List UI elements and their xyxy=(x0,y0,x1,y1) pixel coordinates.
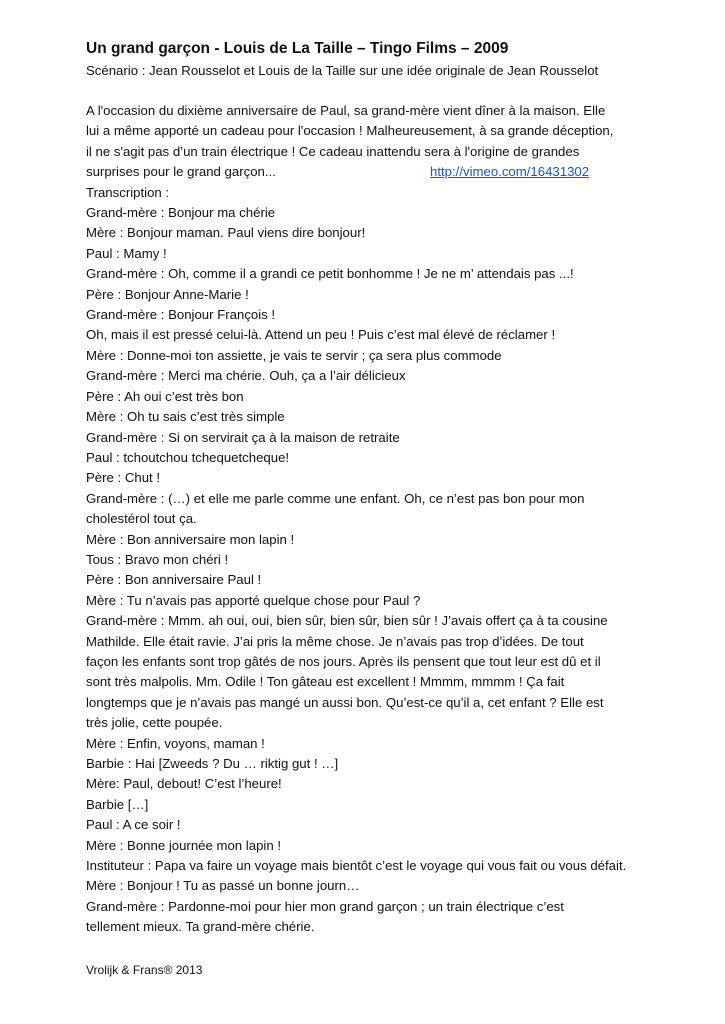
transcript-line: Père : Bon anniversaire Paul ! xyxy=(86,572,262,588)
transcript xyxy=(86,183,666,938)
transcript-line: tellement mieux. Ta grand-mère chérie. xyxy=(86,919,315,935)
transcript-line: Mathilde. Elle était ravie. J’ai pris la même chose. Je n’avais pas trop d’idées. De tout xyxy=(86,633,584,649)
transcript-line: Mère : Enfin, voyons, maman ! xyxy=(86,735,265,751)
transcript-line: Tous : Bravo mon chéri ! xyxy=(86,551,229,567)
transcript-line: Mère : Oh tu sais c’est très simple xyxy=(86,409,285,425)
transcript-line: Mère : Bonjour maman. Paul viens dire bonjour! xyxy=(86,225,366,241)
synopsis-paragraph xyxy=(86,101,658,183)
transcript-line: Grand-mère : Bonjour François ! xyxy=(86,307,276,323)
transcript-line: Mère : Donne-moi ton assiette, je vais te servir ; ça sera plus commode xyxy=(86,347,502,363)
transcript-line: sont très malpolis. Mm. Odile ! Ton gâteau est excellent ! Mmmm, mmmm ! Ça fait xyxy=(86,674,565,690)
transcript-line: Instituteur : Papa va faire un voyage mais bientôt c’est le voyage qui vous fait ou vous défait. xyxy=(86,858,627,874)
transcript-line: cholestérol tout ça. xyxy=(86,511,197,527)
transcript-line: longtemps que je n’avais pas mangé un aussi bon. Qu’est-ce qu’il a, cet enfant ? Elle est xyxy=(86,694,604,710)
transcript-line: Père : Chut ! xyxy=(86,470,161,486)
transcript-line: Barbie […] xyxy=(86,796,149,812)
transcript-line: Grand-mère : (…) et elle me parle comme une enfant. Oh, ce n’est pas bon pour mon xyxy=(86,490,585,506)
transcript-line: Mère : Bonjour ! Tu as passé un bonne journ… xyxy=(86,878,360,894)
synopsis-line: surprises pour le grand garçon... xyxy=(86,164,276,180)
synopsis-line: A l'occasion du dixième anniversaire de Paul, sa grand-mère vient dîner à la maison. Elle xyxy=(86,103,606,118)
transcript-line: Mère: Paul, debout! C’est l’heure! xyxy=(86,776,282,792)
vimeo-link[interactable]: http://vimeo.com/16431302 xyxy=(430,164,590,180)
document-page xyxy=(86,38,666,938)
transcript-line: Paul : A ce soir ! xyxy=(86,817,181,833)
synopsis-line: il ne s'agit pas d’un train électrique ! Ce cadeau inattendu sera à l'origine de grandes xyxy=(86,143,580,159)
transcript-line: Père : Bonjour Anne-Marie ! xyxy=(86,286,249,302)
transcript-line: Mère : Tu n’avais pas apporté quelque chose pour Paul ? xyxy=(86,592,421,608)
transcript-line: Grand-mère : Bonjour ma chérie xyxy=(86,205,276,221)
synopsis-last-line xyxy=(86,162,658,182)
document-title: Un grand garçon - Louis de La Taille – Tingo Films – 2009 xyxy=(86,40,509,57)
transcript-line: Grand-mère : Oh, comme il a grandi ce petit bonhomme ! Je ne m’ attendais pas ...! xyxy=(86,266,574,282)
document-subtitle: Scénario : Jean Rousselot et Louis de la Taille sur une idée originale de Jean Rousselot xyxy=(86,63,599,78)
footer-copyright: Vrolijk & Frans® 2013 xyxy=(86,963,203,977)
transcript-line: Grand-mère : Merci ma chérie. Ouh, ça a l’air délicieux xyxy=(86,368,406,384)
transcript-line: Mère : Bonne journée mon lapin ! xyxy=(86,837,281,853)
transcript-line: Grand-mère : Pardonne-moi pour hier mon grand garçon ; un train électrique c’est xyxy=(86,898,564,914)
transcript-line: très jolie, cette poupée. xyxy=(86,715,223,731)
transcript-line: Oh, mais il est pressé celui-là. Attend un peu ! Puis c’est mal élevé de réclamer ! xyxy=(86,327,556,343)
transcript-line: Paul : Mamy ! xyxy=(86,245,167,261)
transcript-line: façon les enfants sont trop gâtés de nos jours. Après ils pensent que tout leur est dû et il xyxy=(86,653,601,669)
transcript-heading: Transcription : xyxy=(86,184,170,200)
transcript-line: Grand-mère : Si on servirait ça à la maison de retraite xyxy=(86,429,400,445)
transcript-line: Grand-mère : Mmm. ah oui, oui, bien sûr, bien sûr, bien sûr ! J’avais offert ça à ta cousine xyxy=(86,613,608,629)
synopsis-line: lui a même apporté un cadeau pour l'occasion ! Malheureusement, à sa grande déception, xyxy=(86,123,614,139)
transcript-line: Barbie : Hai [Zweeds ? Du … riktig gut ! …] xyxy=(86,756,339,771)
transcript-line: Paul : tchoutchou tchequetcheque! xyxy=(86,449,290,465)
transcript-line: Mère : Bon anniversaire mon lapin ! xyxy=(86,531,295,547)
transcript-line: Père : Ah oui c’est très bon xyxy=(86,388,244,404)
